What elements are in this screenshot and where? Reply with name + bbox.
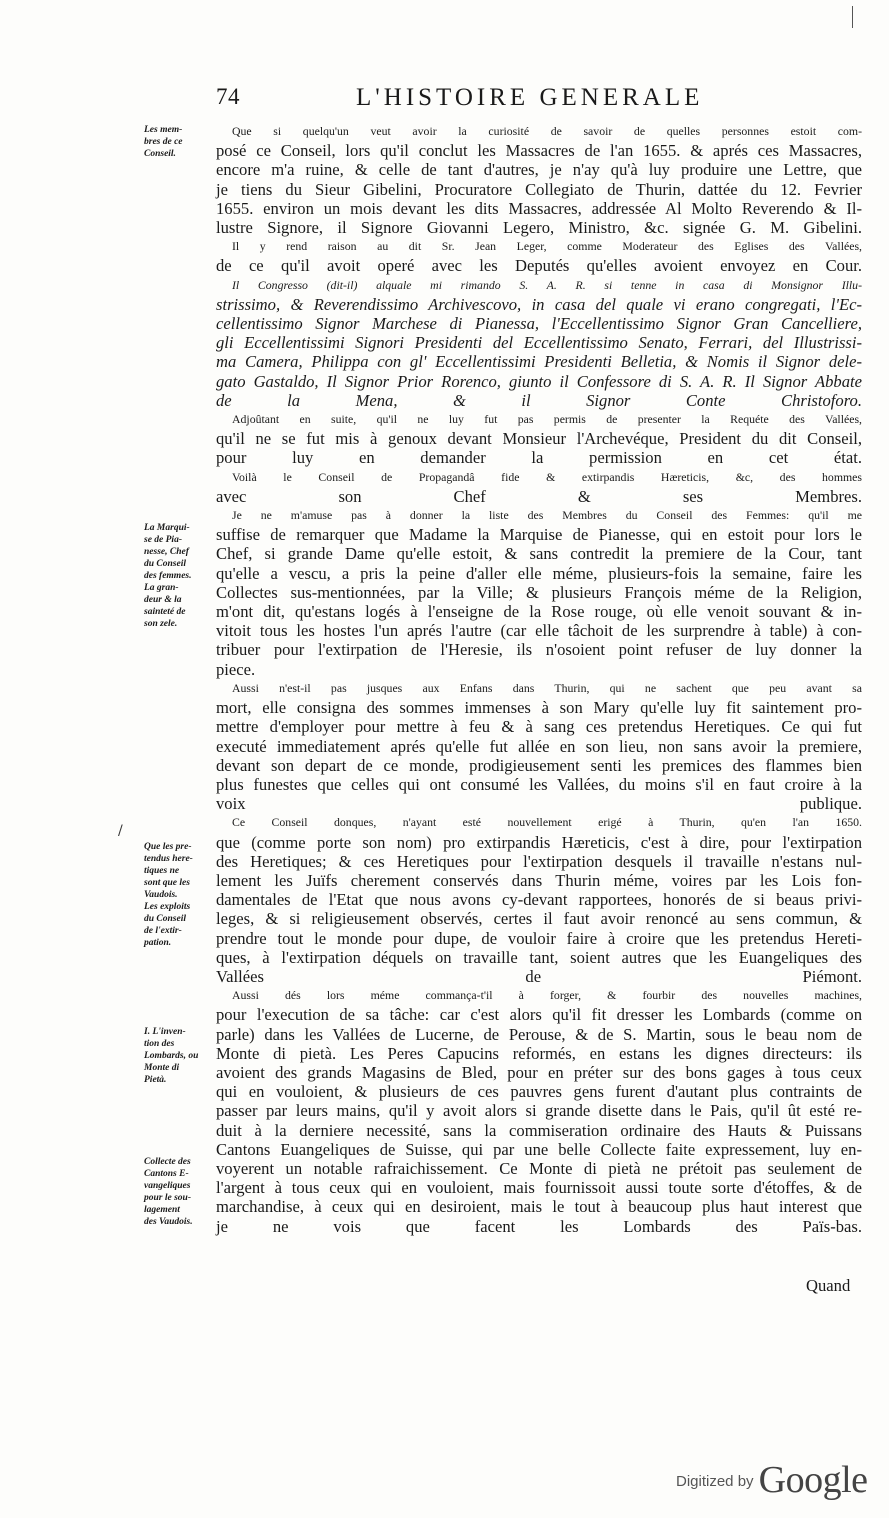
text-line: avec son Chef & ses Membres. [216, 486, 862, 506]
text-line: tribuer pour l'extirpation de l'Heresie, ils n'osoient point refuser de luy donner la [216, 640, 862, 660]
margin-note-line: Conseil. [144, 149, 176, 159]
text-line: gli Eccellentissimi Signori Presidenti del Eccellentissimo Senato, Ferrari, del Illustrissi- [216, 333, 862, 353]
text-line: ma Camera, Philippa con gl' Eccellentissimi Presidenti Belletia, & Nomis il Signor dele- [216, 352, 862, 372]
text-line: voix publique. [216, 794, 862, 814]
paragraph-8 [216, 813, 862, 986]
digitized-by-label: Digitized by [676, 1473, 754, 1490]
text-line: posé ce Conseil, lors qu'il conclut les Massacres de l'an 1655. & aprés ces Massacres, [216, 141, 862, 161]
text-line: Aussi n'est-il pas jusques aux Enfans dans Thurin, qui ne sachent que peu avant sa [232, 680, 862, 695]
margin-note-line: La Marqui- [144, 523, 190, 533]
text-line: 1655. environ un mois devant les dits Massacres, addressée Al Molto Reverendo & Il- [216, 198, 862, 218]
margin-note-line: Pietà. [144, 1075, 167, 1085]
text-line: piece. [216, 659, 256, 679]
margin-note-marquise [144, 522, 218, 630]
paragraph-3-italian-quote [216, 276, 862, 410]
text-line: avoient des grands Magasins de Bled, pour en préter sur des bons gages à tous ceux [216, 1062, 862, 1082]
text-line: Collectes sus-mentionnées, par la Ville; & plusieurs François méme de la Religion, [216, 582, 862, 602]
text-line: gato Gastaldo, Il Signor Prior Rorenco, giunto il Confessore di S. A. R. Il Signor Abbate [216, 371, 862, 391]
margin-note-line: I. L'inven- [144, 1027, 186, 1037]
running-head: L'HISTOIRE GENERALE [356, 84, 704, 111]
margin-note-line: La gran- [144, 583, 179, 593]
text-line: damentales de l'Etat que nous avons cy-devant rapportees, honorés de si beaus privi- [216, 890, 862, 910]
paragraph-5 [216, 468, 862, 506]
margin-note-line: sainteté de [144, 607, 186, 617]
text-line: suffise de remarquer que Madame la Marquise de Pianesse, qui en estoit pour lors le [216, 525, 862, 545]
margin-note-heretics [144, 841, 218, 949]
margin-note-line: tion des [144, 1039, 175, 1049]
text-line: pour l'execution de sa tâche: car c'est alors qu'il fit dresser les Lombards (comme on [216, 1005, 862, 1025]
margin-note-line: tendus here- [144, 854, 193, 864]
margin-note-line: nesse, Chef [144, 547, 189, 557]
text-line: de la Mena, & il Signor Conte Christoforo. [216, 390, 862, 410]
text-line: Ce Conseil donques, n'ayant esté nouvellement erigé à Thurin, qu'en l'an 1650. [232, 815, 862, 830]
text-line: de ce qu'il avoit operé avec les Deputés qu'elles avoient envoyez en Cour. [216, 256, 862, 276]
margin-note-line: des Vaudois. [144, 1217, 193, 1227]
text-line: qu'elle a vescu, a pris la peine d'aller elle méme, plusieurs-fois la semaine, faire les [216, 563, 862, 583]
text-line: Chef, si grande Dame qu'elle estoit, & sans contredit la premiere de la Cour, tant [216, 544, 862, 564]
text-line: marchandise, à ceux qui en desiroient, mais le tout à beaucoup plus haut interest que [216, 1197, 862, 1217]
paragraph-6 [216, 506, 862, 679]
margin-note-collecte [144, 1156, 218, 1228]
margin-note-line: des femmes. [144, 571, 192, 581]
text-line: m'ont dit, qu'estans logés à l'enseigne de la Rose rouge, où elle venoit souvant & in- [216, 602, 862, 622]
text-line: Il Congresso (dit-il) alquale mi rimando S. A. R. si tenne in casa di Monsignor Illu- [232, 277, 862, 292]
margin-note-line: du Conseil [144, 914, 186, 924]
text-line: Voilà le Conseil de Propagandâ fide & extirpandis Hæreticis, &c, des hommes [232, 469, 862, 484]
google-logo: Google [758, 1459, 868, 1501]
stray-mark: / [118, 823, 123, 839]
text-line: que (comme porte son nom) pro extirpandis Hæreticis, c'est à dire, pour l'extirpation [216, 832, 862, 852]
text-line: mettre d'employer pour mettre à feu & à sang ces pretendus Heretiques. Ce qui fut [216, 717, 862, 737]
text-line: ques, à l'extirpation déquels on travaille tant, soient autres que les Euangeliques des [216, 947, 862, 967]
paragraph-7 [216, 679, 862, 813]
text-line: qui en vouloient, & plusieurs de ces pauvres gens furent d'autant plus contraints de [216, 1082, 862, 1102]
paragraph-9 [216, 986, 862, 1236]
text-line: passer par leurs mains, qu'il y avoit alors si grande disette dans le Pais, qu'il ût esté re- [216, 1101, 862, 1121]
text-line: parle) dans les Vallées de Lucerne, de Perouse, & de S. Martin, sous le beau nom de [216, 1024, 862, 1044]
margin-note-line: Vaudois. [144, 890, 178, 900]
text-line: cellentissimo Signor Marchese di Pianessa, l'Eccellentissimo Signor Gran Cancelliere, [216, 314, 862, 334]
text-line: vitoit tous les hostes l'un aprés l'autre (car elle tâchoit de les surprendre à table) à con- [216, 621, 862, 641]
paragraph-2 [216, 237, 862, 275]
margin-note-line: Collecte des [144, 1157, 191, 1167]
text-line: duit à la derniere necessité, sans la commiseration ordinaire des Hauts & Puissans [216, 1120, 862, 1140]
text-line: executé immediatement aprés qu'elle fut allée en son lieu, non sans avoir la premiere, [216, 736, 862, 756]
margin-note-line: bres de ce [144, 137, 183, 147]
text-line: qu'il ne se fut mis à genoux devant Monsieur l'Archevéque, President du dit Conseil, [216, 429, 862, 449]
text-line: devant son depart de ce monde, prodigieusement senti les premices des flammes bien [216, 755, 862, 775]
text-line: Vallées de Piémont. [216, 966, 862, 986]
margin-note-line: Cantons E- [144, 1169, 189, 1179]
text-line: prendre tout le monde pour dupe, de vouloir faire à croire que les pretendus Hereti- [216, 928, 862, 948]
text-line: strissimo, & Reverendissimo Archivescovo, in casa del quale vi erano congregati, l'Ec- [216, 294, 862, 314]
text-line: Que si quelqu'un veut avoir la curiosité de savoir de quelles personnes estoit com- [232, 124, 862, 138]
corner-mark [852, 6, 861, 28]
text-line: des Heretiques; & ces Heretiques pour l'extirpation desquels il travaille n'estans nul- [216, 851, 862, 871]
text-line: je ne vois que facent les Lombards des Païs-bas. [216, 1216, 862, 1236]
paragraph-1 [216, 122, 862, 237]
margin-note-line: son zele. [144, 619, 178, 629]
text-line: Je ne m'amuse pas à donner la liste des Membres du Conseil des Femmes: qu'il me [232, 508, 862, 523]
text-line: voyerent un notable rafraichissement. Ce Monte di pietà ne prétoit pas seulement de [216, 1158, 862, 1178]
text-line: encore m'a ruine, & celle de tant d'autres, je n'ay qu'à luy produire une Lettre, que [216, 160, 862, 180]
text-line: leges, & si religieusement observés, certes il faut avoir renoncé au sens commun, & [216, 909, 862, 929]
margin-note-lombards [144, 1026, 218, 1086]
paragraph-4 [216, 410, 862, 468]
margin-note-members [144, 124, 218, 160]
text-line: lustre Signore, il Signore Giovanni Legero, Ministro, &c. signée G. M. Gibelini. [216, 218, 862, 238]
text-line: Aussi dés lors méme commança-t'il à forger, & fourbir des nouvelles machines, [232, 988, 862, 1003]
text-line: plus funestes que celles qui ont consumé les Vallées, du moins s'il en faut croire à la [216, 774, 862, 794]
text-line: Cantons Euangeliques de Suisse, qui par une belle Collecte faite expressement, luy en- [216, 1139, 862, 1159]
text-line: pour luy en demander la permission en cet état. [216, 448, 862, 468]
google-digitized-watermark [676, 1458, 868, 1502]
text-line: Monte di pietà. Les Peres Capucins reformés, en estans les dignes directeurs: ils [216, 1043, 862, 1063]
margin-note-line: deur & la [144, 595, 182, 605]
text-line: mort, elle consigna des sommes immenses à son Mary qu'elle luy fit saintement pro- [216, 698, 862, 718]
margin-note-line: lagement [144, 1205, 180, 1215]
margin-note-line: Lombards, ou [144, 1051, 199, 1061]
margin-note-line: de l'extir- [144, 926, 182, 936]
text-line: lement les Juïfs cherement conservés dans Thurin méme, voires par les Lois fon- [216, 870, 862, 890]
margin-note-line: vangeliques [144, 1181, 191, 1191]
text-line: je tiens du Sieur Gibelini, Procuratore Collegiato de Thurin, dattée du 12. Fevrier [216, 179, 862, 199]
margin-note-line: pour le sou- [144, 1193, 191, 1203]
text-line: l'argent à tous ceux qui en vouloient, mais fournissoit aussi toute sorte d'étoffes, & de [216, 1178, 862, 1198]
margin-note-line: pation. [144, 938, 172, 948]
page-number: 74 [216, 84, 240, 109]
text-line: Adjoûtant en suite, qu'il ne luy fut pas permis de presenter la Requéte des Vallées, [232, 412, 862, 427]
margin-note-line: du Conseil [144, 559, 186, 569]
margin-note-line: tiques ne [144, 866, 180, 876]
margin-note-line: Les mem- [144, 125, 183, 135]
margin-note-line: sont que les [144, 878, 190, 888]
margin-note-line: Les exploits [144, 902, 191, 912]
margin-note-line: Que les pre- [144, 842, 192, 852]
text-line: Il y rend raison au dit Sr. Jean Leger, comme Moderateur des Eglises des Vallées, [232, 239, 862, 254]
catchword: Quand [806, 1276, 851, 1295]
margin-note-line: Monte di [144, 1063, 180, 1073]
margin-note-line: se de Pia- [144, 535, 182, 545]
body-text [216, 122, 862, 1236]
